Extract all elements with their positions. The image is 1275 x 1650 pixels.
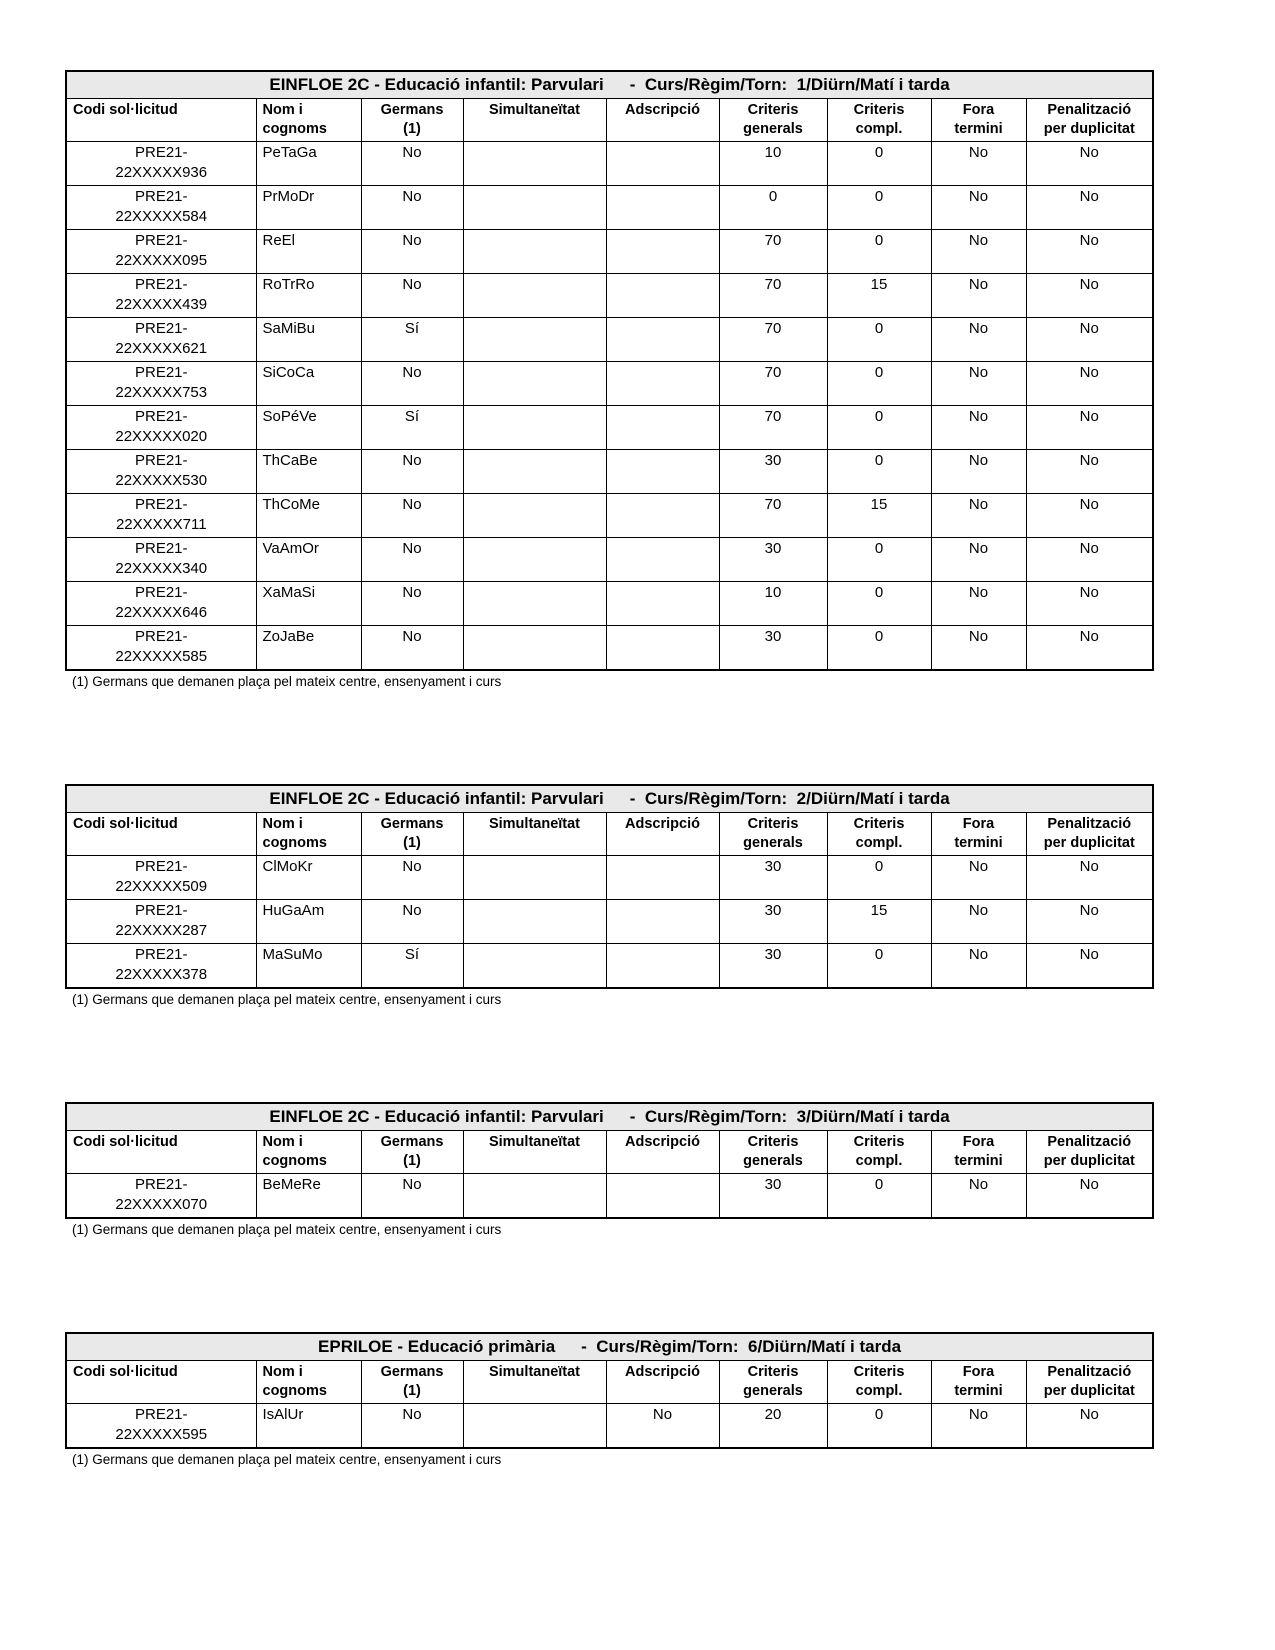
nom-cell: ThCaBe xyxy=(256,450,361,494)
criteris-compl-cell: 0 xyxy=(827,582,931,626)
table-row xyxy=(66,582,1153,626)
criteris-generals-cell: 30 xyxy=(719,626,827,671)
table-title xyxy=(66,1103,1153,1131)
column-header: Criteris compl. xyxy=(827,99,931,142)
criteris-generals-cell: 10 xyxy=(719,582,827,626)
codi-sollicitud-cell: PRE21- 22XXXXX378 xyxy=(66,944,256,989)
criteris-compl-cell: 0 xyxy=(827,538,931,582)
adscripcio-cell xyxy=(606,1174,719,1219)
criteris-generals-cell: 0 xyxy=(719,186,827,230)
simultaneitat-cell xyxy=(463,944,606,989)
admission-table-section-2 xyxy=(65,784,1152,1007)
codi-sollicitud-cell: PRE21- 22XXXXX585 xyxy=(66,626,256,671)
penalitzacio-cell: No xyxy=(1026,186,1153,230)
admission-table-section-4 xyxy=(65,1332,1152,1467)
germans-cell: Sí xyxy=(361,944,463,989)
criteris-compl-cell: 0 xyxy=(827,1404,931,1449)
nom-cell: XaMaSi xyxy=(256,582,361,626)
column-header: Fora termini xyxy=(931,1131,1026,1174)
column-header: Criteris compl. xyxy=(827,813,931,856)
simultaneitat-cell xyxy=(463,900,606,944)
codi-sollicitud-cell: PRE21- 22XXXXX530 xyxy=(66,450,256,494)
penalitzacio-cell: No xyxy=(1026,450,1153,494)
column-header: Codi sol·licitud xyxy=(66,1131,256,1174)
germans-cell: No xyxy=(361,230,463,274)
criteris-compl-cell: 0 xyxy=(827,230,931,274)
germans-cell: No xyxy=(361,856,463,900)
codi-sollicitud-cell: PRE21- 22XXXXX936 xyxy=(66,142,256,186)
column-header: Adscripció xyxy=(606,99,719,142)
simultaneitat-cell xyxy=(463,582,606,626)
fora-termini-cell: No xyxy=(931,318,1026,362)
footnote: (1) Germans que demanen plaça pel mateix centre, ensenyament i curs xyxy=(72,992,502,1007)
simultaneitat-cell xyxy=(463,362,606,406)
column-header: Criteris compl. xyxy=(827,1361,931,1404)
footnote: (1) Germans que demanen plaça pel mateix centre, ensenyament i curs xyxy=(72,1452,502,1467)
nom-cell: MaSuMo xyxy=(256,944,361,989)
fora-termini-cell: No xyxy=(931,450,1026,494)
column-header: Nom i cognoms xyxy=(256,1361,361,1404)
penalitzacio-cell: No xyxy=(1026,142,1153,186)
criteris-compl-cell: 0 xyxy=(827,318,931,362)
germans-cell: No xyxy=(361,1174,463,1219)
penalitzacio-cell: No xyxy=(1026,362,1153,406)
admission-table-3 xyxy=(65,1102,1154,1219)
criteris-generals-cell: 30 xyxy=(719,538,827,582)
criteris-generals-cell: 70 xyxy=(719,362,827,406)
nom-cell: PeTaGa xyxy=(256,142,361,186)
table-title-row xyxy=(66,1333,1153,1361)
nom-cell: ZoJaBe xyxy=(256,626,361,671)
nom-cell: ReEl xyxy=(256,230,361,274)
table-title xyxy=(66,785,1153,813)
table-row xyxy=(66,230,1153,274)
column-header: Criteris generals xyxy=(719,1131,827,1174)
adscripcio-cell: No xyxy=(606,1404,719,1449)
column-header: Nom i cognoms xyxy=(256,99,361,142)
column-header: Fora termini xyxy=(931,813,1026,856)
criteris-compl-cell: 0 xyxy=(827,186,931,230)
germans-cell: No xyxy=(361,142,463,186)
criteris-compl-cell: 15 xyxy=(827,494,931,538)
codi-sollicitud-cell: PRE21- 22XXXXX753 xyxy=(66,362,256,406)
adscripcio-cell xyxy=(606,142,719,186)
codi-sollicitud-cell: PRE21- 22XXXXX584 xyxy=(66,186,256,230)
column-header: Fora termini xyxy=(931,99,1026,142)
fora-termini-cell: No xyxy=(931,1404,1026,1449)
simultaneitat-cell xyxy=(463,406,606,450)
table-row xyxy=(66,944,1153,989)
simultaneitat-cell xyxy=(463,494,606,538)
nom-cell: VaAmOr xyxy=(256,538,361,582)
germans-cell: No xyxy=(361,582,463,626)
column-header: Germans (1) xyxy=(361,813,463,856)
adscripcio-cell xyxy=(606,186,719,230)
germans-cell: No xyxy=(361,186,463,230)
codi-sollicitud-cell: PRE21- 22XXXXX439 xyxy=(66,274,256,318)
penalitzacio-cell: No xyxy=(1026,582,1153,626)
footnote: (1) Germans que demanen plaça pel mateix centre, ensenyament i curs xyxy=(72,674,502,689)
table-row xyxy=(66,856,1153,900)
table-title-curs: - Curs/Règim/Torn: 3/Diürn/Matí i tarda xyxy=(629,1107,950,1126)
criteris-generals-cell: 30 xyxy=(719,944,827,989)
table-row xyxy=(66,538,1153,582)
criteris-generals-cell: 70 xyxy=(719,406,827,450)
adscripcio-cell xyxy=(606,450,719,494)
adscripcio-cell xyxy=(606,626,719,671)
nom-cell: RoTrRo xyxy=(256,274,361,318)
criteris-generals-cell: 30 xyxy=(719,900,827,944)
table-row xyxy=(66,450,1153,494)
codi-sollicitud-cell: PRE21- 22XXXXX509 xyxy=(66,856,256,900)
germans-cell: Sí xyxy=(361,318,463,362)
simultaneitat-cell xyxy=(463,538,606,582)
fora-termini-cell: No xyxy=(931,900,1026,944)
table-title-program: EPRILOE - Educació primària xyxy=(318,1337,556,1356)
penalitzacio-cell: No xyxy=(1026,1404,1153,1449)
adscripcio-cell xyxy=(606,274,719,318)
column-header: Criteris compl. xyxy=(827,1131,931,1174)
column-header: Simultaneïtat xyxy=(463,1131,606,1174)
simultaneitat-cell xyxy=(463,450,606,494)
admission-table-section-1 xyxy=(65,70,1152,689)
simultaneitat-cell xyxy=(463,626,606,671)
column-header: Adscripció xyxy=(606,813,719,856)
table-row xyxy=(66,274,1153,318)
column-header: Fora termini xyxy=(931,1361,1026,1404)
nom-cell: ThCoMe xyxy=(256,494,361,538)
adscripcio-cell xyxy=(606,494,719,538)
table-title xyxy=(66,71,1153,99)
column-header: Penalització per duplicitat xyxy=(1026,813,1153,856)
column-header: Nom i cognoms xyxy=(256,1131,361,1174)
nom-cell: ClMoKr xyxy=(256,856,361,900)
penalitzacio-cell: No xyxy=(1026,274,1153,318)
admission-table-2 xyxy=(65,784,1154,989)
simultaneitat-cell xyxy=(463,1404,606,1449)
table-title-curs: - Curs/Règim/Torn: 6/Diürn/Matí i tarda xyxy=(581,1337,902,1356)
table-row xyxy=(66,900,1153,944)
column-header: Simultaneïtat xyxy=(463,813,606,856)
table-title-program: EINFLOE 2C - Educació infantil: Parvulari xyxy=(269,789,604,808)
table-row xyxy=(66,1174,1153,1219)
admission-table-4 xyxy=(65,1332,1154,1449)
simultaneitat-cell xyxy=(463,274,606,318)
germans-cell: No xyxy=(361,900,463,944)
criteris-compl-cell: 0 xyxy=(827,142,931,186)
fora-termini-cell: No xyxy=(931,362,1026,406)
column-header: Germans (1) xyxy=(361,1361,463,1404)
codi-sollicitud-cell: PRE21- 22XXXXX711 xyxy=(66,494,256,538)
codi-sollicitud-cell: PRE21- 22XXXXX095 xyxy=(66,230,256,274)
germans-cell: No xyxy=(361,538,463,582)
column-header-row xyxy=(66,1131,1153,1174)
penalitzacio-cell: No xyxy=(1026,538,1153,582)
simultaneitat-cell xyxy=(463,142,606,186)
column-header-row xyxy=(66,813,1153,856)
nom-cell: HuGaAm xyxy=(256,900,361,944)
column-header: Germans (1) xyxy=(361,99,463,142)
adscripcio-cell xyxy=(606,538,719,582)
criteris-compl-cell: 0 xyxy=(827,362,931,406)
table-title-curs: - Curs/Règim/Torn: 2/Diürn/Matí i tarda xyxy=(629,789,950,808)
germans-cell: No xyxy=(361,1404,463,1449)
nom-cell: BeMeRe xyxy=(256,1174,361,1219)
nom-cell: SiCoCa xyxy=(256,362,361,406)
fora-termini-cell: No xyxy=(931,1174,1026,1219)
nom-cell: SoPéVe xyxy=(256,406,361,450)
criteris-compl-cell: 15 xyxy=(827,900,931,944)
column-header: Codi sol·licitud xyxy=(66,813,256,856)
table-title xyxy=(66,1333,1153,1361)
criteris-generals-cell: 30 xyxy=(719,450,827,494)
simultaneitat-cell xyxy=(463,186,606,230)
criteris-generals-cell: 70 xyxy=(719,230,827,274)
penalitzacio-cell: No xyxy=(1026,900,1153,944)
column-header: Criteris generals xyxy=(719,813,827,856)
penalitzacio-cell: No xyxy=(1026,1174,1153,1219)
codi-sollicitud-cell: PRE21- 22XXXXX020 xyxy=(66,406,256,450)
column-header: Simultaneïtat xyxy=(463,99,606,142)
penalitzacio-cell: No xyxy=(1026,944,1153,989)
penalitzacio-cell: No xyxy=(1026,856,1153,900)
germans-cell: No xyxy=(361,450,463,494)
adscripcio-cell xyxy=(606,230,719,274)
germans-cell: Sí xyxy=(361,406,463,450)
fora-termini-cell: No xyxy=(931,186,1026,230)
nom-cell: PrMoDr xyxy=(256,186,361,230)
adscripcio-cell xyxy=(606,406,719,450)
criteris-generals-cell: 70 xyxy=(719,318,827,362)
criteris-generals-cell: 30 xyxy=(719,856,827,900)
penalitzacio-cell: No xyxy=(1026,406,1153,450)
column-header: Criteris generals xyxy=(719,99,827,142)
criteris-compl-cell: 0 xyxy=(827,856,931,900)
nom-cell: SaMiBu xyxy=(256,318,361,362)
penalitzacio-cell: No xyxy=(1026,626,1153,671)
nom-cell: IsAlUr xyxy=(256,1404,361,1449)
criteris-generals-cell: 10 xyxy=(719,142,827,186)
criteris-generals-cell: 20 xyxy=(719,1404,827,1449)
codi-sollicitud-cell: PRE21- 22XXXXX287 xyxy=(66,900,256,944)
codi-sollicitud-cell: PRE21- 22XXXXX340 xyxy=(66,538,256,582)
table-row xyxy=(66,494,1153,538)
penalitzacio-cell: No xyxy=(1026,230,1153,274)
criteris-compl-cell: 0 xyxy=(827,626,931,671)
column-header-row xyxy=(66,99,1153,142)
adscripcio-cell xyxy=(606,318,719,362)
simultaneitat-cell xyxy=(463,1174,606,1219)
simultaneitat-cell xyxy=(463,230,606,274)
column-header: Simultaneïtat xyxy=(463,1361,606,1404)
column-header: Codi sol·licitud xyxy=(66,99,256,142)
fora-termini-cell: No xyxy=(931,494,1026,538)
codi-sollicitud-cell: PRE21- 22XXXXX621 xyxy=(66,318,256,362)
footnote: (1) Germans que demanen plaça pel mateix centre, ensenyament i curs xyxy=(72,1222,502,1237)
codi-sollicitud-cell: PRE21- 22XXXXX595 xyxy=(66,1404,256,1449)
criteris-compl-cell: 0 xyxy=(827,1174,931,1219)
adscripcio-cell xyxy=(606,944,719,989)
criteris-generals-cell: 70 xyxy=(719,494,827,538)
germans-cell: No xyxy=(361,362,463,406)
codi-sollicitud-cell: PRE21- 22XXXXX070 xyxy=(66,1174,256,1219)
simultaneitat-cell xyxy=(463,856,606,900)
column-header: Penalització per duplicitat xyxy=(1026,1361,1153,1404)
admission-table-section-3 xyxy=(65,1102,1152,1237)
column-header: Germans (1) xyxy=(361,1131,463,1174)
criteris-compl-cell: 0 xyxy=(827,944,931,989)
fora-termini-cell: No xyxy=(931,944,1026,989)
germans-cell: No xyxy=(361,494,463,538)
admission-table-1 xyxy=(65,70,1154,671)
adscripcio-cell xyxy=(606,362,719,406)
column-header: Criteris generals xyxy=(719,1361,827,1404)
fora-termini-cell: No xyxy=(931,582,1026,626)
column-header: Nom i cognoms xyxy=(256,813,361,856)
criteris-compl-cell: 15 xyxy=(827,274,931,318)
criteris-generals-cell: 70 xyxy=(719,274,827,318)
column-header: Penalització per duplicitat xyxy=(1026,99,1153,142)
table-row xyxy=(66,1404,1153,1449)
table-row xyxy=(66,362,1153,406)
table-row xyxy=(66,626,1153,671)
fora-termini-cell: No xyxy=(931,856,1026,900)
table-title-program: EINFLOE 2C - Educació infantil: Parvulari xyxy=(269,1107,604,1126)
adscripcio-cell xyxy=(606,582,719,626)
column-header: Codi sol·licitud xyxy=(66,1361,256,1404)
fora-termini-cell: No xyxy=(931,142,1026,186)
table-title-curs: - Curs/Règim/Torn: 1/Diürn/Matí i tarda xyxy=(629,75,950,94)
table-row xyxy=(66,186,1153,230)
germans-cell: No xyxy=(361,274,463,318)
fora-termini-cell: No xyxy=(931,274,1026,318)
criteris-compl-cell: 0 xyxy=(827,450,931,494)
criteris-compl-cell: 0 xyxy=(827,406,931,450)
criteris-generals-cell: 30 xyxy=(719,1174,827,1219)
table-row xyxy=(66,142,1153,186)
table-title-row xyxy=(66,1103,1153,1131)
table-row xyxy=(66,406,1153,450)
table-title-row xyxy=(66,785,1153,813)
column-header: Penalització per duplicitat xyxy=(1026,1131,1153,1174)
penalitzacio-cell: No xyxy=(1026,494,1153,538)
codi-sollicitud-cell: PRE21- 22XXXXX646 xyxy=(66,582,256,626)
penalitzacio-cell: No xyxy=(1026,318,1153,362)
simultaneitat-cell xyxy=(463,318,606,362)
adscripcio-cell xyxy=(606,900,719,944)
table-title-row xyxy=(66,71,1153,99)
fora-termini-cell: No xyxy=(931,230,1026,274)
column-header: Adscripció xyxy=(606,1131,719,1174)
fora-termini-cell: No xyxy=(931,626,1026,671)
table-title-program: EINFLOE 2C - Educació infantil: Parvulari xyxy=(269,75,604,94)
fora-termini-cell: No xyxy=(931,538,1026,582)
column-header: Adscripció xyxy=(606,1361,719,1404)
column-header-row xyxy=(66,1361,1153,1404)
table-row xyxy=(66,318,1153,362)
adscripcio-cell xyxy=(606,856,719,900)
germans-cell: No xyxy=(361,626,463,671)
fora-termini-cell: No xyxy=(931,406,1026,450)
